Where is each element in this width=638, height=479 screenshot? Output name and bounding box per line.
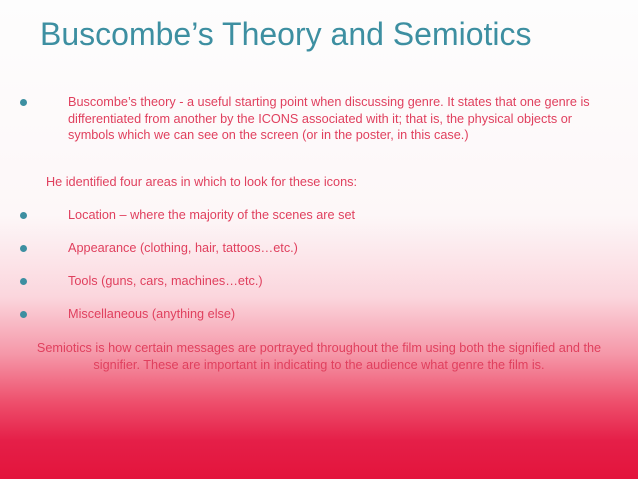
bullet-text: Appearance (clothing, hair, tattoos…etc.) bbox=[68, 241, 298, 255]
bullet-item-location bbox=[20, 207, 606, 224]
semiotics-paragraph: Semiotics is how certain messages are portrayed throughout the film using both the signified and the signifier. These are important in indicating to the audience what genre the film is. bbox=[36, 341, 602, 372]
bullet-item-buscombe-theory bbox=[20, 94, 606, 144]
bullet-text: Miscellaneous (anything else) bbox=[68, 307, 236, 321]
bullet-dot-icon bbox=[20, 212, 27, 219]
bullet-dot-icon bbox=[20, 278, 27, 285]
paragraph-text: He identified four areas in which to look for these icons: bbox=[46, 175, 358, 189]
bullet-item-tools bbox=[20, 273, 606, 290]
paragraph-four-areas bbox=[46, 174, 606, 191]
slide-title: Buscombe’s Theory and Semiotics bbox=[40, 16, 532, 52]
bullet-dot-icon bbox=[20, 311, 27, 318]
bullet-text: Tools (guns, cars, machines…etc.) bbox=[68, 274, 263, 288]
bullet-item-appearance bbox=[20, 240, 606, 257]
bullet-dot-icon bbox=[20, 245, 27, 252]
bullet-dot-icon bbox=[20, 99, 27, 106]
bullet-text: Location – where the majority of the scenes are set bbox=[68, 208, 356, 222]
bullet-item-miscellaneous bbox=[20, 306, 606, 323]
bullet-text: Buscombe’s theory - a useful starting point when discussing genre. It states that one genre is differentiated from another by the ICONS associated with it; that is, the physical objects or symbols which we can see on the screen (or in the poster, in this case.) bbox=[68, 95, 590, 142]
